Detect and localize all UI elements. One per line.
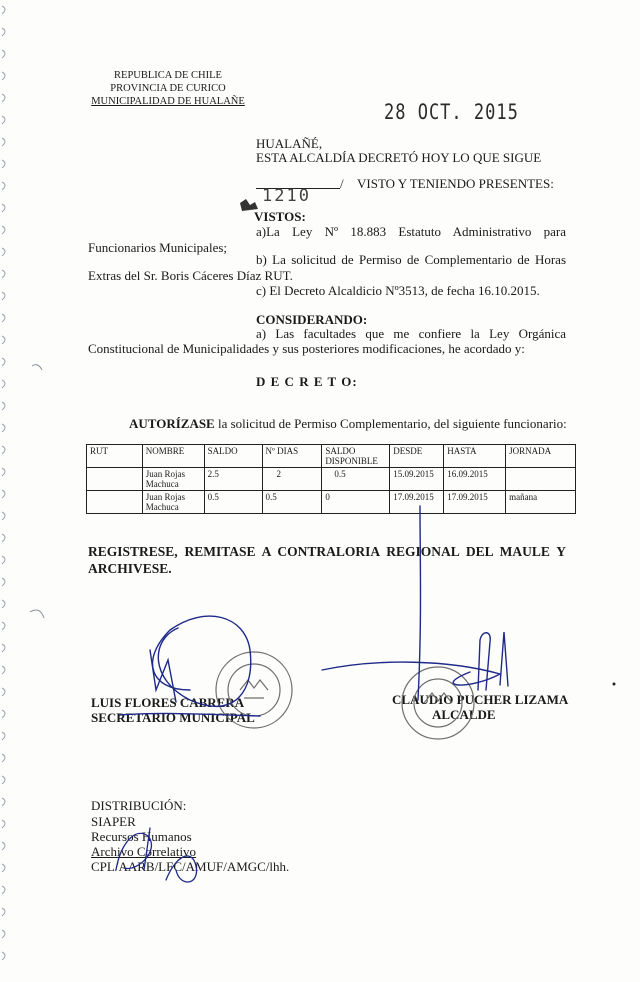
right-signatory-name: CLAUDIO PUCHER LIZAMA — [392, 692, 569, 707]
right-seal-stamp — [402, 667, 474, 739]
vistos-heading: VISTOS: — [254, 209, 306, 224]
table-cell: 0.5 — [204, 491, 262, 514]
table-cell: 15.09.2015 — [390, 468, 444, 491]
header-provincia: PROVINCIA DE CURICO — [110, 83, 226, 94]
distribucion-heading: DISTRIBUCIÓN: — [91, 798, 187, 813]
table-cell: Juan Rojas Machuca — [142, 491, 204, 514]
decree-number-stamp: 1210 — [262, 186, 311, 206]
left-signature — [120, 616, 260, 716]
table-header: RUT — [87, 445, 143, 468]
registrese-line1: REGISTRESE, REMITASE A CONTRALORIA REGIONAL DEL MAULE Y — [88, 544, 566, 559]
considerando-a-line2: Constitucional de Municipalidades y sus posteriores modificaciones, he acordado y: — [88, 341, 525, 356]
table-cell: 0.5 — [262, 491, 322, 514]
vistos-c: c) El Decreto Alcaldicio Nº3513, de fecha 16.10.2015. — [256, 283, 540, 298]
table-cell: 17.09.2015 — [390, 491, 444, 514]
considerando-a-line1: a) Las facultades que me confiere la Ley Orgánica — [256, 326, 566, 341]
right-signatory-title: ALCALDE — [432, 707, 496, 722]
distribucion-item: Recursos Humanos — [91, 829, 192, 844]
distribution-initials — [116, 828, 197, 882]
table-header: JORNADA — [506, 445, 576, 468]
table-cell: 2.5 — [204, 468, 262, 491]
decree-line: ESTA ALCALDÍA DECRETÓ HOY LO QUE SIGUE — [256, 150, 542, 165]
table-cell: 0.5 — [322, 468, 390, 491]
vistos-a-line2: Funcionarios Municipales; — [88, 240, 228, 255]
place-line: HUALAÑÉ, — [256, 136, 323, 151]
decreto-heading: D E C R E T O: — [256, 374, 358, 389]
visto-slash: / — [340, 176, 344, 191]
table-cell: mañana — [506, 491, 576, 514]
vistos-b-line2: Extras del Sr. Boris Cáceres Díaz RUT. — [88, 268, 293, 283]
table-header: SALDO DISPONIBLE — [322, 445, 390, 468]
autorizase-keyword: AUTORÍZASE — [129, 416, 215, 431]
table-cell: 0 — [322, 491, 390, 514]
registrese-line2: ARCHIVESE. — [88, 561, 172, 576]
vistos-a-line1: a)La Ley Nº 18.883 Estatuto Administrativo para — [256, 224, 566, 239]
table-header: HASTA — [444, 445, 506, 468]
header-republica: REPUBLICA DE CHILE — [114, 70, 222, 81]
table-header: NOMBRE — [142, 445, 204, 468]
left-signatory-name: LUIS FLORES CABRERA — [91, 695, 245, 710]
table-cell: 17.09.2015 — [444, 491, 506, 514]
table-cell: 2 — [262, 468, 322, 491]
number-stamp-mark — [240, 199, 258, 211]
date-stamp: 28 OCT. 2015 — [384, 100, 519, 125]
dot-mark — [613, 683, 616, 686]
distribucion-item: Archivo Correlativo — [91, 844, 197, 859]
left-signatory-title: SECRETARIO MUNICIPAL — [91, 710, 255, 725]
distribucion-item: CPL/AARB/LFC/AMUF/AMGC/lhh. — [91, 859, 290, 874]
table-cell: 16.09.2015 — [444, 468, 506, 491]
considerando-heading: CONSIDERANDO: — [256, 312, 368, 327]
left-seal-stamp — [216, 652, 292, 728]
table-header: Nº DIAS — [262, 445, 322, 468]
right-signature — [322, 506, 508, 700]
vistos-b-line1: b) La solicitud de Permiso de Complementario de Horas — [256, 252, 566, 267]
header-municipalidad: MUNICIPALIDAD DE HUALAÑE — [91, 96, 245, 107]
autorizase-text: la solicitud de Permiso Complementario, del siguiente funcionario: — [217, 416, 567, 431]
distribucion-item: SIAPER — [91, 814, 136, 829]
visto-line: VISTO Y TENIENDO PRESENTES: — [357, 176, 554, 191]
table-header: SALDO — [204, 445, 262, 468]
table-cell: Juan Rojas Machuca — [142, 468, 204, 491]
margin-mark — [30, 365, 44, 618]
table-header: DESDE — [390, 445, 444, 468]
